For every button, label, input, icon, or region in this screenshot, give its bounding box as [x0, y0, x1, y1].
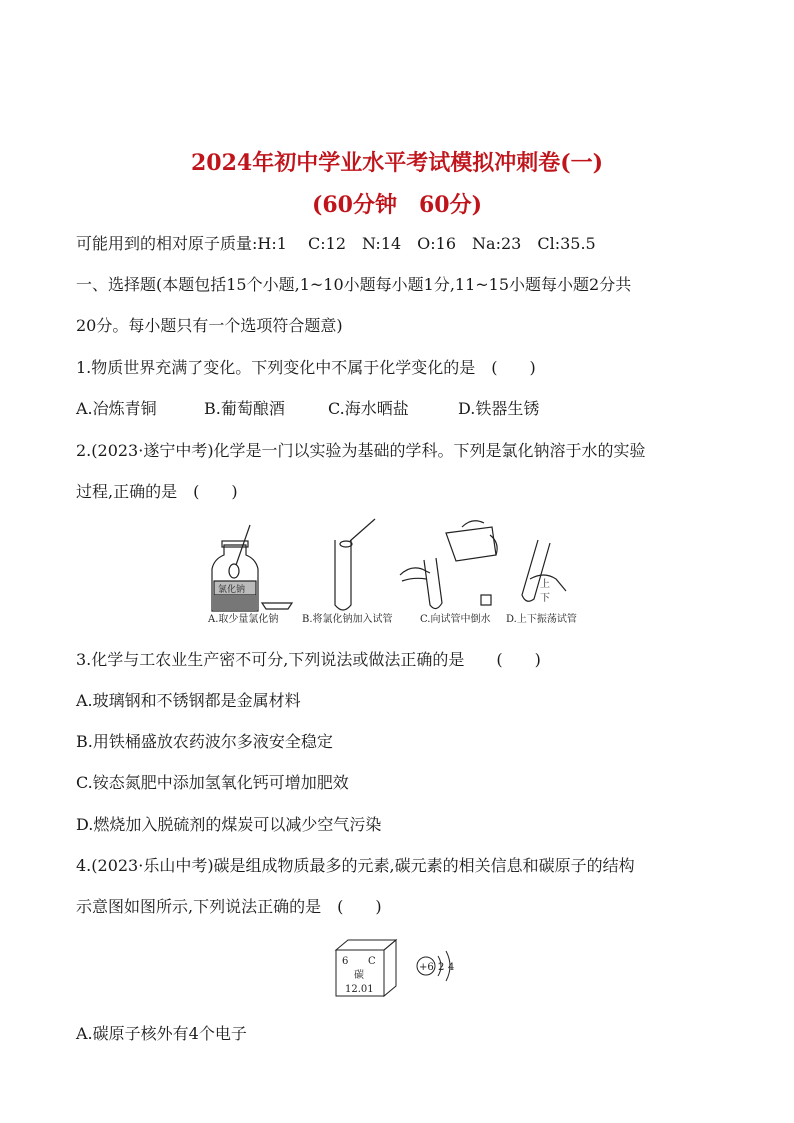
spoon-b-icon — [340, 519, 375, 547]
element-cell-icon — [336, 940, 396, 996]
caption-d: D.上下振荡试管 — [506, 614, 577, 625]
atom-nucleus: +6 — [419, 962, 434, 973]
element-name: 碳 — [354, 970, 364, 981]
test-tube-b-icon — [335, 540, 351, 610]
q4-stem-line1: 4.(2023·乐山中考)碳是组成物质最多的元素,碳元素的相关信息和碳原子的结构 — [76, 856, 635, 875]
atom-structure-icon — [417, 951, 454, 981]
q4-option-a: A.碳原子核外有4个电子 — [76, 1024, 247, 1043]
beaker-icon — [446, 521, 497, 561]
caption-a: A.取少量氯化钠 — [208, 614, 279, 625]
q2-stem-line2: 过程,正确的是 ( ) — [76, 482, 238, 501]
element-symbol: C — [368, 956, 376, 967]
exam-subtitle: (60分钟 60分) — [311, 192, 483, 218]
q4-carbon-figure — [330, 936, 470, 1000]
exam-title: 2024年初中学业水平考试模拟冲刺卷(一) — [190, 150, 604, 176]
element-mass: 12.01 — [345, 984, 374, 995]
caption-c: C.向试管中倒水 — [420, 614, 491, 625]
q1-option-d: D.铁器生锈 — [458, 399, 540, 418]
q4-stem-line2: 示意图如图所示,下列说法正确的是 ( ) — [76, 897, 382, 916]
q1-option-b: B.葡萄酿酒 — [204, 399, 285, 418]
spoon-icon — [229, 525, 250, 578]
q3-stem: 3.化学与工农业生产密不可分,下列说法或做法正确的是 ( ) — [76, 650, 541, 669]
atom-shell1: 2 — [438, 962, 445, 973]
q1-option-a: A.冶炼青铜 — [76, 399, 157, 418]
q3-option-c: C.铵态氮肥中添加氢氧化钙可增加肥效 — [76, 773, 349, 792]
q2-stem-line1: 2.(2023·遂宁中考)化学是一门以实验为基础的学科。下列是氯化钠溶于水的实验 — [76, 441, 646, 460]
atom-shell2: 4 — [448, 962, 455, 973]
test-tube-c-icon — [424, 558, 442, 609]
shake-label-bottom: 下 — [540, 593, 550, 604]
q3-option-b: B.用铁桶盛放农药波尔多液安全稳定 — [76, 732, 333, 751]
bottle-label: 氯化钠 — [218, 585, 246, 595]
section-heading-line2: 20分。每小题只有一个选项符合题意) — [76, 316, 343, 335]
q1-option-c: C.海水晒盐 — [328, 399, 409, 418]
watch-glass-icon — [262, 603, 292, 609]
reagent-bottle-icon — [212, 541, 258, 611]
shake-label-top: 上 — [540, 579, 550, 590]
element-number: 6 — [342, 956, 349, 967]
q1-options — [76, 399, 539, 419]
atomic-masses: 可能用到的相对原子质量:H:1 C:12 N:14 O:16 Na:23 Cl:35.5 — [76, 234, 596, 253]
q3-option-d: D.燃烧加入脱硫剂的煤炭可以减少空气污染 — [76, 815, 382, 834]
q1-stem: 1.物质世界充满了变化。下列变化中不属于化学变化的是 ( ) — [76, 358, 536, 377]
stopper-icon — [481, 595, 491, 605]
caption-b: B.将氯化钠加入试管 — [302, 614, 393, 625]
q2-experiment-figure — [200, 515, 590, 630]
q3-option-a: A.玻璃钢和不锈钢都是金属材料 — [76, 691, 301, 710]
section-heading-line1: 一、选择题(本题包括15个小题,1~10小题每小题1分,11~15小题每小题2分共 — [76, 275, 632, 294]
